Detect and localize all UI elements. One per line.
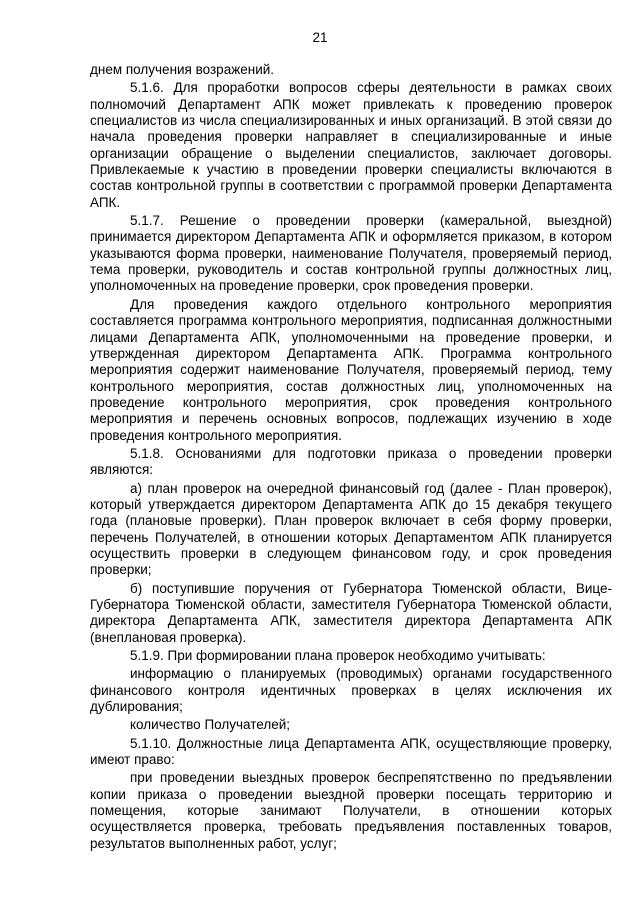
paragraph-5-1-8: 5.1.8. Основаниями для подготовки приказа о проведении проверки являются: [90, 445, 612, 478]
paragraph-rights-onsite: при проведении выездных проверок беспрепятственно по предъявлении копии приказа о проведении выездной проверки посещать территорию и помещения, которые занимают Получатели, в отношении которых осуществляется проверка, требовать предъявления поставленных товаров, результатов выполненных работ, услуг; [90, 770, 612, 851]
paragraph-5-1-7: 5.1.7. Решение о проведении проверки (камеральной, выездной) принимается директором Департамента АПК и оформляется приказом, в котором указываются форма проверки, наименование Получателя, проверяемый период, тема проверки, руководитель и состав контрольной группы должностных лиц, уполномоченных на проведение проверки, срок проведения проверки. [90, 213, 612, 294]
document-body [90, 62, 612, 854]
paragraph-5-1-10: 5.1.10. Должностные лица Департамента АПК, осуществляющие проверку, имеют право: [90, 735, 612, 768]
paragraph-item-b: б) поступившие поручения от Губернатора Тюменской области, Вице-Губернатора Тюменской области, заместителя Губернатора Тюменской области, директора Департамента АПК, заместителя директора Департамента АПК (внеплановая проверка). [90, 580, 612, 645]
paragraph-program: Для проведения каждого отдельного контрольного мероприятия составляется программа контрольного мероприятия, подписанная должностными лицами Департамента АПК, уполномоченными на проведение проверки, и утвержденная директором Департамента АПК. Программа контрольного мероприятия содержит наименование Получателя, проверяемый период, тему контрольного мероприятия, состав должностных лиц, уполномоченных на проведение контрольного мероприятия, срок проведения контрольного мероприятия и перечень основных вопросов, подлежащих изучению в ходе проведения контрольного мероприятия. [90, 296, 612, 443]
paragraph-recipients-count: количество Получателей; [130, 717, 290, 733]
page-number: 21 [312, 30, 328, 45]
paragraph-item-a: а) план проверок на очередной финансовый год (далее - План проверок), который утверждается директором Департамента АПК до 15 декабря текущего года (плановые проверки). План проверок включает в себя форму проверки, перечень Получателей, в отношении которых Департаментом АПК планируется осуществить проверки в следующем финансовом году, и срок проведения проверки; [90, 480, 612, 578]
paragraph-continuation: днем получения возражений. [90, 62, 275, 77]
paragraph-information: информацию о планируемых (проводимых) органами государственного финансового контроля идентичных проверках в целях исключения их дублирования; [90, 666, 612, 715]
paragraph-5-1-6: 5.1.6. Для проработки вопросов сферы деятельности в рамках своих полномочий Департамент АПК может привлекать к проведению проверок специалистов из числа специализированных и иных организаций. В этой связи до начала проведения проверки направляет в специализированные и иные организации обращение о выделении специалистов, заключает договоры. Привлекаемые к участию в проведении проверки специалисты включаются в состав контрольной группы в соответствии с программой проверки Департамента АПК. [90, 80, 612, 210]
paragraph-5-1-9: 5.1.9. При формировании плана проверок необходимо учитывать: [130, 648, 546, 664]
